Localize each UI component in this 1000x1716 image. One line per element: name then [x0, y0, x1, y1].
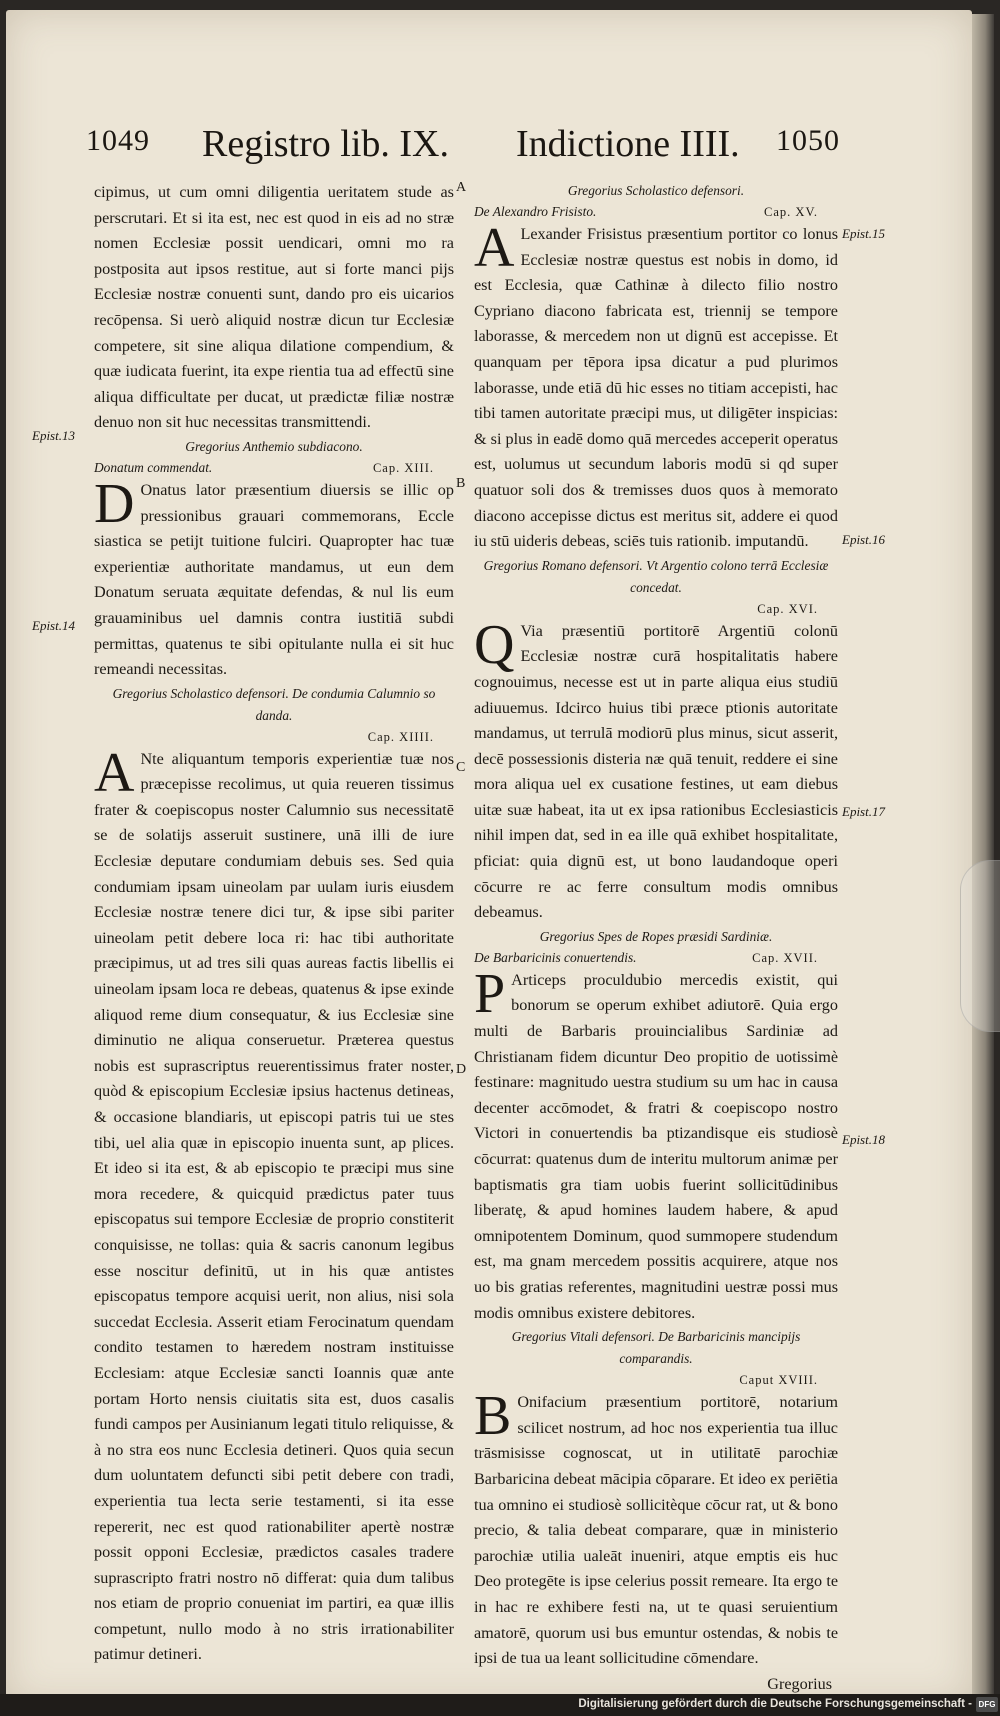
drop-cap: B: [474, 1385, 512, 1448]
drop-cap: A: [474, 217, 515, 279]
paragraph-text: Nte aliquantum temporis experientiæ tuæ nos præcepisse recolimus, ut quia reueren tissimus frater & coepiscopus noster Calumnio sus necessitatē se de solatijs asseruit sustinere, unā illi de iure Ecclesiæ deputare condumiam debuis ses. Sed quia condumiam ipsam uineolam par uulam iuris eiusdem Ecclesiæ nostræ tenere dici tur, & ipse sibi pariter uineolam petit debere loca ri: hac tibi authoritate præcipimus, ut ad tres sili quas aureas factis libellis ei uineolam ipsam loca re debeas, quatenus & ipse exinde aliquod reme dium consequatur, & ius Ecclesiæ sine diminutio ne aliqua conseruetur. Præterea questus nobis est suprascriptus reuerentissimus frater noster, quòd & episcopium Ecclesiæ ipsius hactenus detineas, & occasione blandiaris, ut episcopi patris tui ue stes tibi, uel alia quæ in episcopio inuenta sunt, ap plices. Et ideo si ita est, & ab episcopio te præcipi mus sine mora recedere, & quicquid prædictus pater tuus episcopatus sui tempore Ecclesiæ de proprio constiterit conquisisse, ne tollas: quia & sacris canonum legibus esse noscitur definitū, ut in his quæ antistes episcopatus tempore acquisi uerit, non alius, nisi sola succedat Ecclesia. Asserit etiam Ferocinatum quendam condito testamen to hæredem nostram instituisse Ecclesiam: atque Ecclesiæ sancti Ioannis quæ ante portam Horto nensis ciuitatis sita est, duos casalis fundi campos per Ausinianum legati titulo reliquisse, & à no stra eos nunc Ecclesia detineri. Quos quia secun dum uoluntatem defuncti sibi petit debere con tradi, experientia tua lecta serie testamenti, si ita esse repererit, nec est quod rationabiliter apertè nostræ possit opponi Ecclesiæ, prædictos casales tradere suprascripto fratri nostro nō differat: quia dum talibus nos etiam de proprio conueniat im partiri, ea quæ illis competunt, nullo modo à no stris irrationabiliter patimur detineri.: [94, 749, 454, 1664]
right-column: [474, 180, 838, 1697]
chapter-label-13: Cap. XIII.: [372, 460, 434, 475]
chapter-label-17: Cap. XVII.: [752, 950, 818, 965]
paragraph-text: Onifacium præsentium portitorē, notarium scilicet nostrum, ad hoc nos experientia tua illuc trāsmisisse cognoscat, ut in utilitatē parochiæ Barbaricina debeat mācipia cōparare. Et ideo ex periētia tua omnino ei studiosè sollicitèque cōcur rat, ut & bono precio, & talia debeat comparare, quæ in ministerio parochiæ utilia ualeāt inueniri, atque emptis eis huc Deo protegēte is ipse celerius possit remeare. Ita ergo te in hac re exhibere festi na, ut te quasi seruientium amatorē, quorum usi bus emuntur ostendas, & nobis te ipsi de tua ua leant sollicitudine cōmendare.: [474, 1393, 838, 1668]
page-number-left: 1049: [86, 124, 150, 157]
footer-text: Digitalisierung gefördert durch die Deutsche Forschungsgemeinschaft -: [578, 1698, 972, 1710]
letter-subheading-13: [94, 458, 454, 478]
margin-note-epist13: Epist.13: [32, 428, 75, 443]
paragraph-right-6: [474, 1385, 838, 1672]
paragraph-text: Lexander Frisistus præsentium portitor co lonus Ecclesiæ nostræ questus est nobis in domo, id est Ecclesia, quæ Cathinæ à dilecto filio nostro Cypriano diacono fabricata est, triennij se tempore laborasse, & mercedem non ut dignū est accepisse. Et quanquam per tēpora ipsa dicatur a pud plurimos laborasse, unde etiā dū hic esses no titiam accepisti, hac tibi tamen autoritate præcipi mus, ut diligēter inspicias: & si plus in eadē domo quā mercedes acceperit operatus est, uolumus ut secundum laboris modū si qd super quatuor soli dos & tremisses duos quos à memorato diacono accepisse dictus est meritus sit, addere ei quod iu stū uideris debeas, sciēs tuis rationib. imputandū.: [474, 225, 838, 551]
chapter-label-15: Cap. XV.: [764, 205, 818, 219]
book-edge: [972, 14, 994, 1704]
drop-cap: A: [94, 741, 135, 804]
letter-heading-16: Gregorius Romano defensori. Vt Argentio colono terrā Ecclesiæ concedat.: [483, 557, 829, 595]
subheading-text-15: De Alexandro Frisisto.: [474, 204, 597, 219]
margin-note-epist17: Epist.17: [842, 804, 885, 819]
paragraph-text: Articeps proculdubio mercedis existit, qui bonorum se operum exhibet adiutorē. Quia ergo multi de Barbaris prouincialibus Sardiniæ ad Christianam fidem dicuntur Deo propitio de uotissimè festinare: magnitudo uestra studium su um hac in causa decenter accōmodet, & fratri & coepiscopo nostro Victori in conuertendis ba ptizandisque eis studiosè cōcurrat: quatenus dum de interitu multorum animæ per baptismatis gra tiam uobis fuerint sollicitūdinibus liberatę, & apud homines laudem habere, & apud omnipotentem Dominum, quod summopere studendum est, ma gnam mercedem possitis acquirere, atque nos uo bis gratias referentes, magnitudini uestræ possi mus modis omnibus existere debitores.: [474, 970, 838, 1322]
paragraph-right-3: [474, 217, 838, 555]
margin-note-epist15: Epist.15: [842, 226, 885, 241]
paragraph-text: Onatus lator præsentium diuersis se illic op pressionibus grauari commemorans, Eccle siastica se petijt tuitione fulciri. Quapropter hac tuæ experientiæ authoritate mandamus, ut eun dem Donatum seruata æquitate defendas, & nul lis eum grauaminibus uel damnis contra iustitiā subdi permittas, quatenus te sibi opitulante nulla ei sit huc remeandi necessitas.: [94, 480, 454, 679]
paragraph-left-2: [94, 741, 454, 1668]
paragraph-left-0: cipimus, ut cum omni diligentia ueritatem stude as perscrutari. Et si ita est, nec est quod in eis ad no stræ nomen Ecclesiæ possit uendicari, omni mo ra postposita aut ipsos restitue, aut si forte manci pijs Ecclesiæ nostræ conuenti sunt, dando pro eis uicarios recōpensa. Si uerò aliquid nostræ dicun tur Ecclesiæ competere, sit sine aliqua dilatione compendium, & quæ iudicata fuerint, ita expe rientia tua ad effectū sine aliqua difficultate per ducat, ut prædictæ filiæ nostræ denuo non sit huc necessitas transmittendi.: [94, 183, 454, 432]
section-letter-c: C: [456, 760, 466, 775]
letter-heading-14: Gregorius Scholastico defensori. De condumia Calumnio so danda.: [112, 685, 436, 723]
paragraph-right-5: [474, 962, 838, 1326]
digitization-footer: [0, 1694, 1000, 1716]
page-header: [6, 122, 972, 172]
section-letter-b: B: [456, 476, 466, 491]
letter-subheading-14: [94, 727, 454, 747]
margin-note-epist18: Epist.18: [842, 1132, 885, 1147]
chapter-label-16: Cap. XVI.: [757, 601, 818, 616]
page-number-right: 1050: [776, 124, 840, 157]
paragraph-right-4: [474, 613, 838, 926]
paragraph-text: Via præsentiū portitorē Argentiū colonū Ecclesiæ nostræ curā hospitalitatis habere cognouimus, necesse est ut in parte aliqua eius studiū adiuuemus. Idcirco huius tibi præce ptionis autoritate mandamus, ut terrulā modiorū plus minus, sicut asserit, decē possessionis disteria næ quā tenuit, reddere ei sine mora aliqua uel ex cusatione festines, ut eam diebus uitæ suæ habeat, ita ut ex ipsa rationibus Ecclesiasticis nihil impen dat, sed in ea ille quā exhibet hospitalitate, pficiat: quia dignū est, ut bono laudandoque operi cōcurre re ac ferre consultum modis omnibus debeamus.: [474, 621, 838, 922]
drop-cap: P: [474, 962, 506, 1025]
letter-heading-18: Gregorius Vitali defensori. De Barbaricinis mancipijs comparandis.: [511, 1329, 801, 1367]
chapter-label-14: Cap. XIIII.: [367, 729, 434, 744]
section-letter-d: D: [456, 1062, 467, 1077]
margin-note-epist16: Epist.16: [842, 532, 885, 547]
letter-subheading-15: [474, 202, 838, 222]
section-letter-a: A: [456, 180, 467, 195]
drop-cap: Q: [474, 613, 515, 676]
letter-heading-17: Gregorius Spes de Ropes præsidi Sardiniæ.: [539, 928, 773, 944]
book-page: [6, 10, 972, 1704]
subheading-text-13: Donatum commendat.: [94, 459, 213, 475]
subheading-text-17: De Barbaricinis conuertendis.: [474, 949, 637, 965]
letter-subheading-17: [474, 948, 838, 968]
paragraph-left-1: [94, 472, 454, 683]
margin-note-epist14: Epist.14: [32, 618, 75, 633]
drop-cap: D: [94, 472, 135, 535]
left-column: [94, 180, 454, 1668]
page-clip: [960, 860, 1000, 1032]
chapter-label-18: Caput XVIII.: [739, 1373, 818, 1388]
letter-subheading-16: [474, 599, 838, 619]
letter-heading-15: Gregorius Scholastico defensori.: [567, 183, 745, 198]
letter-subheading-18: [474, 1370, 838, 1390]
running-title-left: Registro lib. IX.: [202, 123, 449, 165]
catchword: Gregorius: [767, 1674, 832, 1693]
running-title-right: Indictione IIII.: [516, 123, 740, 165]
dfg-logo-icon: DFG: [976, 1697, 998, 1712]
letter-heading-13: Gregorius Anthemio subdiacono.: [185, 438, 363, 454]
